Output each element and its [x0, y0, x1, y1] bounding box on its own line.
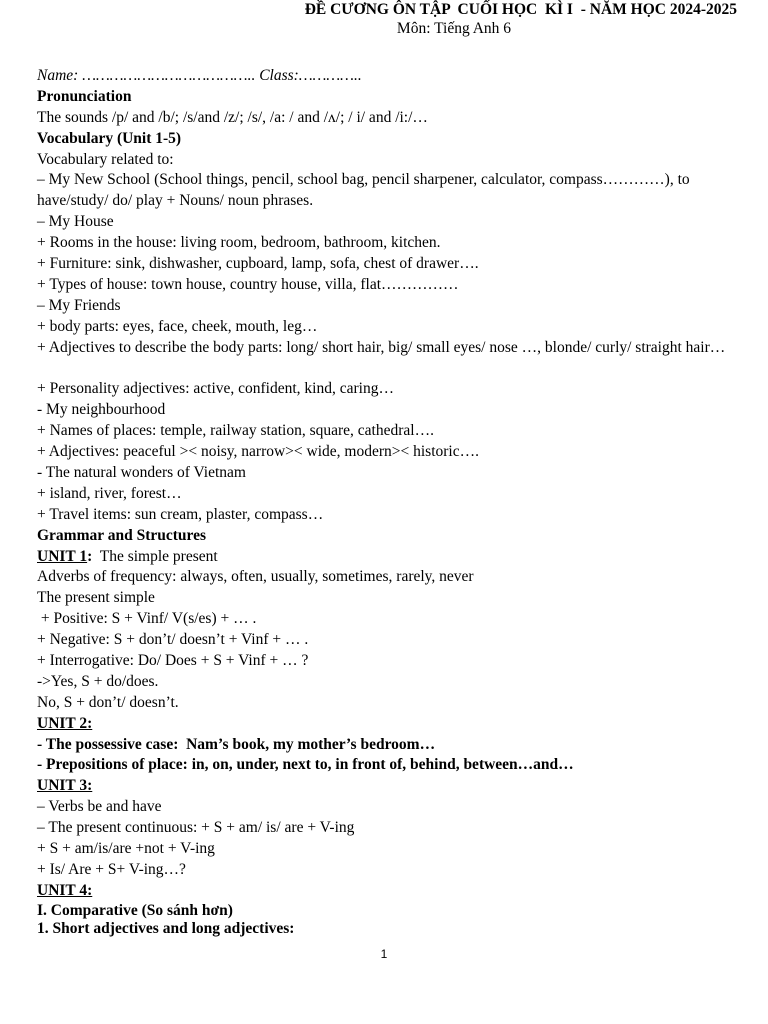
unit1-colon: :: [87, 547, 93, 565]
unit3-line: – The present continuous: + S + am/ is/ are + V-ing: [37, 819, 355, 837]
page-number: 1: [380, 947, 388, 961]
unit2-line: - The possessive case: Nam’s book, my mother’s bedroom…: [37, 735, 436, 753]
unit4-label: UNIT 4:: [37, 881, 93, 899]
unit1-line: + Positive: S + Vinf/ V(s/es) + … .: [37, 610, 257, 628]
pronunciation-text: The sounds /p/ and /b/; /s/and /z/; /s/, /a: / and /ʌ/; / i/ and /i:/…: [37, 108, 428, 126]
unit1-line: + Negative: S + don’t/ doesn’t + Vinf + … .: [37, 631, 309, 649]
vocabulary-line: - My neighbourhood: [37, 401, 166, 419]
vocabulary-line: – My Friends: [37, 296, 121, 314]
vocabulary-line: Vocabulary related to:: [37, 150, 174, 168]
vocabulary-line: + Types of house: town house, country house, villa, flat……………: [37, 275, 459, 293]
unit3-line: – Verbs be and have: [37, 798, 162, 816]
vocabulary-line: + Rooms in the house: living room, bedroom, bathroom, kitchen.: [37, 234, 441, 252]
vocabulary-line: + Furniture: sink, dishwasher, cupboard, lamp, sofa, chest of drawer….: [37, 255, 479, 273]
vocabulary-line: + Names of places: temple, railway station, square, cathedral….: [37, 422, 434, 440]
grammar-heading: Grammar and Structures: [37, 526, 207, 544]
vocabulary-line: + Travel items: sun cream, plaster, compass…: [37, 505, 324, 523]
unit3-line: + S + am/is/are +not + V-ing: [37, 839, 215, 857]
vocabulary-line: + Adjectives to describe the body parts: long/ short hair, big/ small eyes/ nose …, blonde/ curly/ straight hair…: [37, 338, 726, 356]
unit4-line: I. Comparative (So sánh hơn): [37, 901, 233, 919]
vocabulary-line: – My House: [37, 213, 114, 231]
unit4-line: 1. Short adjectives and long adjectives:: [37, 920, 295, 938]
unit1-line: The present simple: [37, 589, 155, 607]
unit1-line: No, S + don’t/ doesn’t.: [37, 693, 179, 711]
vocabulary-line: + island, river, forest…: [37, 484, 182, 502]
unit2-line: - Prepositions of place: in, on, under, next to, in front of, behind, between…and…: [37, 756, 574, 774]
vocabulary-line: - The natural wonders of Vietnam: [37, 463, 246, 481]
document-body: [37, 66, 737, 939]
unit1-line: Adverbs of frequency: always, often, usually, sometimes, rarely, never: [37, 568, 474, 586]
name-class-line: Name: ……………………………….. Class:…………..: [37, 67, 362, 84]
vocabulary-line: + Adjectives: peaceful >< noisy, narrow>< wide, modern>< historic….: [37, 443, 479, 461]
unit1-label: UNIT 1: [37, 547, 88, 565]
document-title: ĐỀ CƯƠNG ÔN TẬP CUỐI HỌC KÌ I - NĂM HỌC 2024-2025: [304, 1, 737, 18]
vocabulary-line: + Personality adjectives: active, confident, kind, caring…: [37, 380, 394, 398]
unit3-label: UNIT 3:: [37, 777, 93, 795]
pronunciation-heading: Pronunciation: [37, 87, 132, 105]
document-subtitle: Môn: Tiếng Anh 6: [396, 20, 512, 37]
vocabulary-heading: Vocabulary (Unit 1-5): [37, 129, 182, 147]
vocabulary-line: – My New School (School things, pencil, school bag, pencil sharpener, calculator, compass…………), to have/study/ do/ play + Nouns/ noun phrases.: [37, 171, 690, 209]
unit1-heading: [37, 547, 737, 568]
unit1-line: ->Yes, S + do/does.: [37, 672, 159, 690]
vocabulary-line: + body parts: eyes, face, cheek, mouth, leg…: [37, 317, 318, 335]
unit3-line: + Is/ Are + S+ V-ing…?: [37, 860, 186, 878]
unit2-label: UNIT 2:: [37, 714, 93, 732]
unit1-line: + Interrogative: Do/ Does + S + Vinf + … ?: [37, 651, 309, 669]
unit1-title: The simple present: [92, 547, 218, 565]
